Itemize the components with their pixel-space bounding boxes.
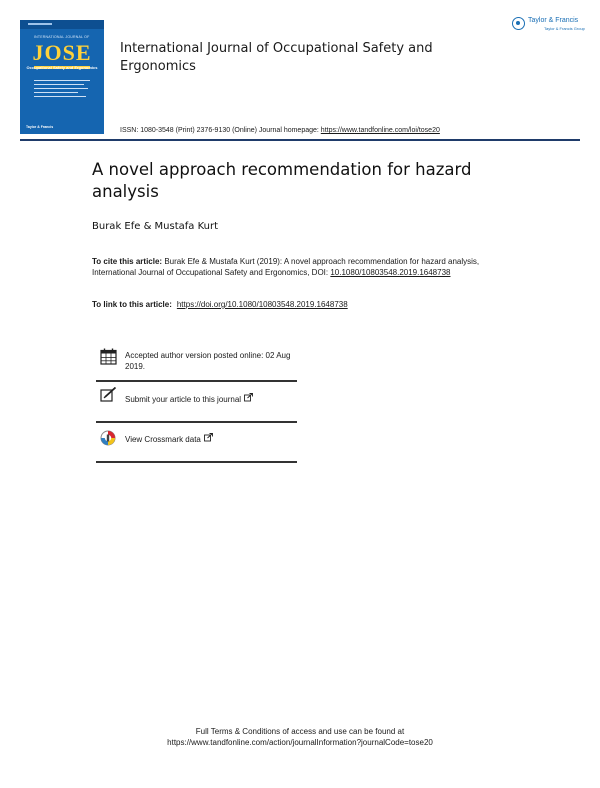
article-title: A novel approach recommendation for hazard analysis [92,160,472,201]
issn-text: ISSN: 1080-3548 (Print) 2376-9130 (Online) Journal homepage: [120,127,321,134]
footer-terms-text: Full Terms & Conditions of access and use can be found at [195,727,405,736]
cover-text-line [34,84,84,85]
footer-terms-url[interactable]: https://www.tandfonline.com/action/journalInformation?journalCode=tose20 [167,738,433,747]
cover-text-line [34,96,86,97]
cover-publisher-mark: Taylor & Francis [26,125,54,129]
cover-text-line [34,88,88,89]
cover-top-line [28,23,52,25]
external-link-icon [244,393,253,402]
cover-subtitle: Occupational Safety and Ergonomics [26,65,98,70]
publisher-logo-icon [512,17,525,30]
crossmark-link[interactable] [125,433,297,445]
panel-divider [96,380,297,382]
cover-top-label: INTERNATIONAL JOURNAL OF [34,35,90,39]
article-link-label: To link to this article: [92,300,172,309]
article-link-line [92,300,348,309]
panel-divider [96,461,297,463]
journal-homepage-link[interactable]: https://www.tandfonline.com/loi/tose20 [320,127,440,134]
citation-doi-link[interactable]: 10.1080/10803548.2019.1648738 [330,268,451,277]
submit-article-item[interactable] [96,384,297,418]
edit-icon [100,387,117,407]
publisher-logo[interactable] [512,17,585,35]
citation-block [92,256,492,278]
cover-text-line [34,92,78,93]
journal-cover-image [20,20,104,134]
crossmark-icon [100,430,116,451]
header-divider [20,139,580,141]
publisher-logo-name: Taylor & Francis [528,17,579,24]
panel-divider [96,421,297,423]
cover-acronym: JOSE [32,40,92,65]
crossmark-text: View Crossmark data [125,435,201,444]
publisher-logo-sub: Taylor & Francis Group [544,26,585,31]
cover-text-line [34,80,90,81]
submit-article-text: Submit your article to this journal [125,395,242,404]
citation-label: To cite this article: [92,257,163,266]
journal-title: International Journal of Occupational Safety and Ergonomics [120,41,433,74]
calendar-icon [100,348,117,370]
footer [0,726,600,748]
citation-text: Burak Efe & Mustafa Kurt (2019): A novel approach recommendation for hazard analysis, International Journal of Occupational Safety and Ergonomics, DOI: [92,257,480,277]
accepted-version-text: Accepted author version posted online: 02 Aug 2019. [125,351,291,371]
accepted-version-item [96,347,297,379]
article-doi-url[interactable]: https://doi.org/10.1080/10803548.2019.1648738 [176,300,348,309]
submit-article-link[interactable] [125,393,297,405]
external-link-icon [204,433,213,442]
crossmark-item[interactable] [96,426,297,460]
issn-line [120,127,440,134]
article-authors: Burak Efe & Mustafa Kurt [92,221,219,232]
